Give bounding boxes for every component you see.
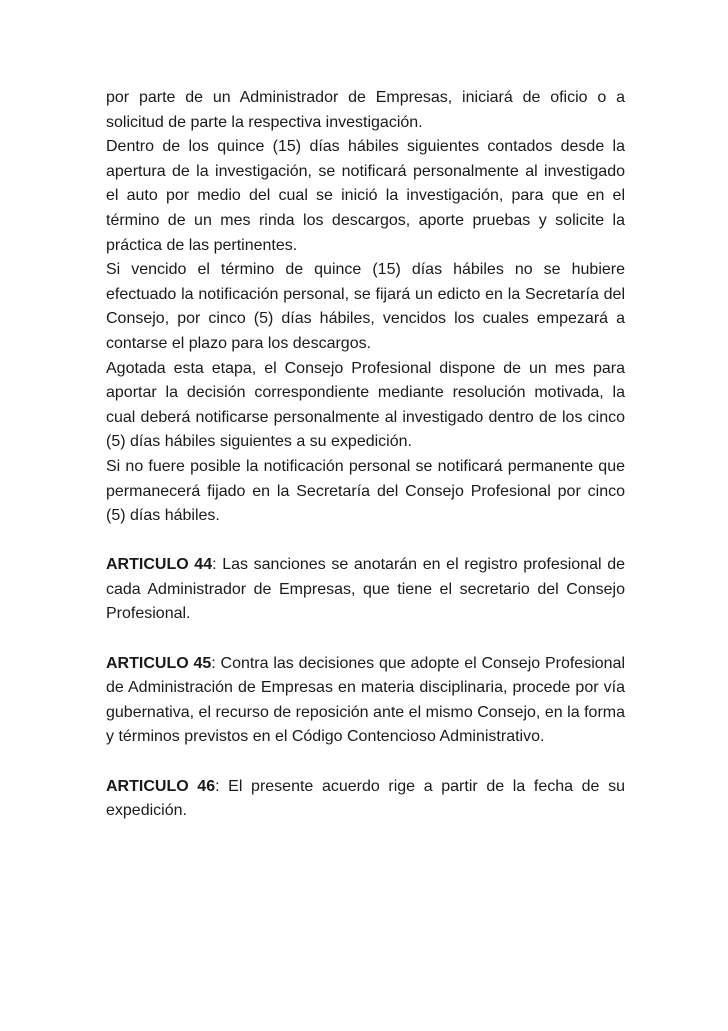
paragraph-spacer	[106, 627, 625, 652]
article-text: : Contra las decisiones que adopte el Consejo Profesional de Administración de Empresas en materia disciplinaria, procede por vía gubernativa, el recurso de reposición ante el mismo Consejo, en la forma y términos previstos en el Código Contencioso Administrativo.	[106, 654, 626, 746]
article-label: ARTICULO 46	[106, 777, 216, 795]
paragraph: Si no fuere posible la notificación personal se notificará permanente que permanecerá fijado en la Secretaría del Consejo Profesional por cinco (5) días hábiles.	[106, 457, 625, 525]
article-text: : El presente acuerdo rige a partir de la fecha de su expedición.	[106, 777, 625, 820]
article-text: : Las sanciones se anotarán en el registro profesional de cada Administrador de Empresas, que tiene el secretario del Consejo Profesional.	[106, 556, 625, 623]
article-45	[106, 652, 625, 750]
article-label: ARTICULO 45	[106, 654, 212, 672]
paragraph: Si vencido el término de quince (15) días hábiles no se hubiere efectuado la notificación personal, se fijará un edicto en la Secretaría del Consejo, por cinco (5) días hábiles, vencidos los cuales empezará a contarse el plazo para los descargos.	[106, 261, 625, 352]
paragraph: Agotada esta etapa, el Consejo Profesional dispone de un mes para aportar la decisión correspondiente mediante resolución motivada, la cual deberá notificarse personalmente al investigado dentro de los cinco (5) días hábiles siguientes a su expedición.	[106, 359, 625, 451]
paragraph-spacer	[106, 750, 625, 775]
paragraph: por parte de un Administrador de Empresas, iniciará de oficio o a solicitud de parte la respectiva investigación.	[106, 89, 625, 131]
article-label: ARTICULO 44	[106, 556, 213, 574]
article-46	[106, 775, 625, 824]
document-page	[106, 86, 625, 824]
article-44	[106, 553, 625, 627]
paragraph-spacer	[106, 529, 625, 554]
paragraph: Dentro de los quince (15) días hábiles siguientes contados desde la apertura de la investigación, se notificará personalmente al investigado el auto por medio del cual se inició la investigación, para que en el término de un mes rinda los descargos, aporte pruebas y solicite la práctica de las pertinentes.	[106, 138, 625, 254]
